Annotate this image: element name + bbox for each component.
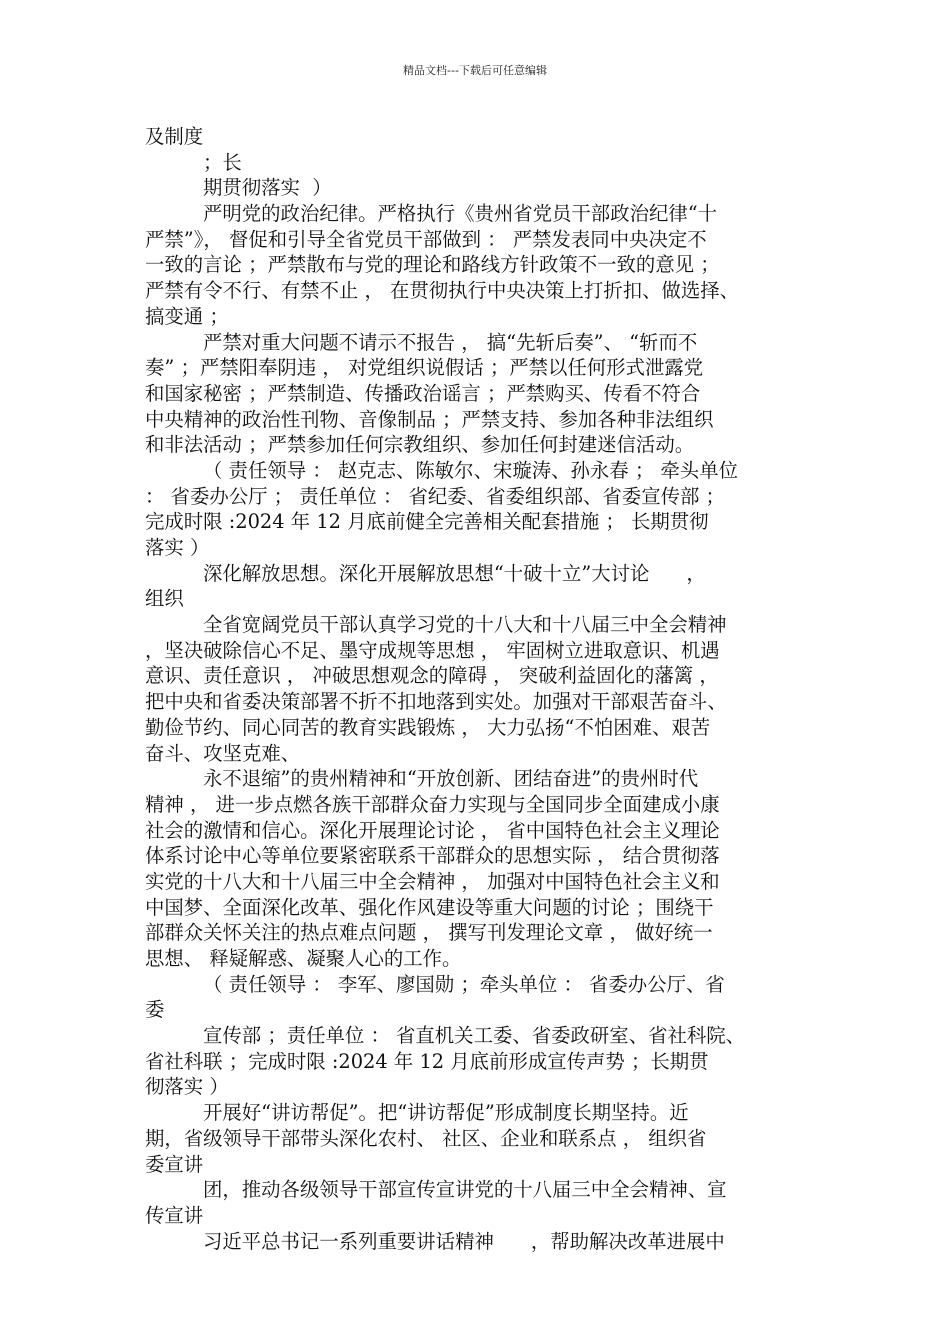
text-line: 一致的言论 ；严禁散布与党的理论和路线方针政策不一致的意见 ； [145, 253, 720, 277]
text-line: ，坚决破除信心不足、墨守成规等思想 ， 牢固树立进取意识、机遇 [145, 638, 720, 662]
text-line: 期贯彻落实 ） [203, 176, 332, 200]
text-line: 完成时限 :2024 年 12 月底前健全完善相关配套措施 ； 长期贯彻 [145, 510, 709, 534]
text-line: 实党的十八大和十八届三中全会精神 ， 加强对中国特色社会主义和 [145, 869, 720, 893]
text-line: 宣传部 ；责任单位 ： 省直机关工委、省委政研室、省社科院、 [203, 1024, 746, 1048]
text-line: 严禁有令不行、有禁不止 ， 在贯彻执行中央决策上打折扣、做选择、 [145, 279, 740, 303]
text-line: 把中央和省委决策部署不折不扣地落到实处。加强对干部艰苦奋斗、 [145, 690, 727, 714]
text-line: 落实 ） [145, 536, 210, 559]
text-line: 传宣讲 [145, 1203, 204, 1227]
text-line: 严禁”》， 督促和引导全省党员干部做到 ： 严禁发表同中央决定不 [145, 227, 707, 251]
text-line: 全省宽阔党员干部认真学习党的十八大和十八届三中全会精神 [203, 613, 727, 637]
text-line: 体系讨论中心等单位要紧密联系干部群众的思想实际 ， 结合贯彻落 [145, 844, 720, 868]
text-line: 及制度 [145, 125, 204, 148]
text-line: 思想、 释疑解惑、凝聚人心的工作。 [145, 947, 462, 970]
text-line: 意识、责任意识 ， 冲破思想观念的障碍 ， 突破利益固化的藩篱 ， [145, 664, 719, 688]
text-line: 社会的激情和信心。深化开展理论讨论 ， 省中国特色社会主义理论 [145, 818, 720, 842]
text-line: （ 责任领导 ： 赵克志、陈敏尔、宋璇涛、孙永春 ； 牵头单位 [203, 458, 738, 482]
text-line: 省社科联 ；完成时限 :2024 年 12 月底前形成宣传声势 ；长期贯 [145, 1049, 709, 1073]
text-line: 奏” ；严禁阳奉阴违 ， 对党组织说假话 ；严禁以任何形式泄露党 [145, 356, 704, 380]
text-line: 搞变通 ； [145, 304, 229, 328]
page-header: 精品文档---下载后可任意编辑 [403, 64, 547, 77]
text-line: 勤俭节约、同心同苦的教育实践锻炼 ， 大力弘扬“不怕困难、艰苦 [145, 715, 711, 739]
text-line: （ 责任领导 ： 李军、廖国勋 ；牵头单位 ： 省委办公厅、省 [203, 972, 725, 996]
text-line: 团，推动各级领导干部宣传宣讲党的十八届三中全会精神、宣 [203, 1178, 727, 1202]
text-line: ；长 [203, 150, 242, 174]
text-line: 奋斗、攻坚克难、 [145, 741, 301, 765]
text-line: 彻落实 ） [145, 1075, 229, 1099]
text-line: 中央精神的政治性刊物、音像制品 ；严禁支持、参加各种非法组织 [145, 407, 714, 431]
text-line: 中国梦、全面深化改革、强化作风建设等重大问题的讨论 ；围绕干 [145, 895, 714, 919]
text-line: 永不退缩”的贵州精神和“开放创新、团结奋进”的贵州时代 [203, 767, 699, 791]
text-line: 严禁对重大问题不请示不报告 ， 搞“先斩后奏”、 “斩而不 [203, 330, 698, 354]
text-line: 习近平总书记一系列重要讲话精神 ，帮助解决改革进展中 [203, 1229, 725, 1253]
text-line: 深化解放思想。深化开展解放思想“十破十立”大讨论 ， [203, 561, 706, 585]
text-line: 和国家秘密 ；严禁制造、传播政治谣言 ；严禁购买、传看不符合 [145, 381, 701, 405]
text-line: 和非法活动 ；严禁参加任何宗教组织、参加任何封建迷信活动。 [145, 433, 695, 457]
text-line: ： 省委办公厅 ； 责任单位 ： 省纪委、省委组织部、省委宣传部 ； [145, 484, 725, 508]
text-line: 严明党的政治纪律。严格执行《贵州省党员干部政治纪律“十 [203, 202, 718, 226]
text-line: 组织 [145, 587, 184, 611]
text-line: 委宣讲 [145, 1152, 204, 1176]
document-body [145, 124, 815, 1254]
text-line: 委 [145, 998, 165, 1022]
text-line: 开展好“讲访帮促”。把“讲访帮促”形成制度长期坚持。近 [203, 1101, 689, 1125]
text-line: 部群众关怀关注的热点难点问题 ， 撰写刊发理论文章 ， 做好统一 [145, 921, 713, 945]
text-line: 期，省级领导干部带头深化农村、 社区、企业和联系点 ， 组织省 [145, 1126, 707, 1150]
text-line: 精神 ， 进一步点燃各族干部群众奋力实现与全国同步全面建成小康 [145, 792, 720, 816]
